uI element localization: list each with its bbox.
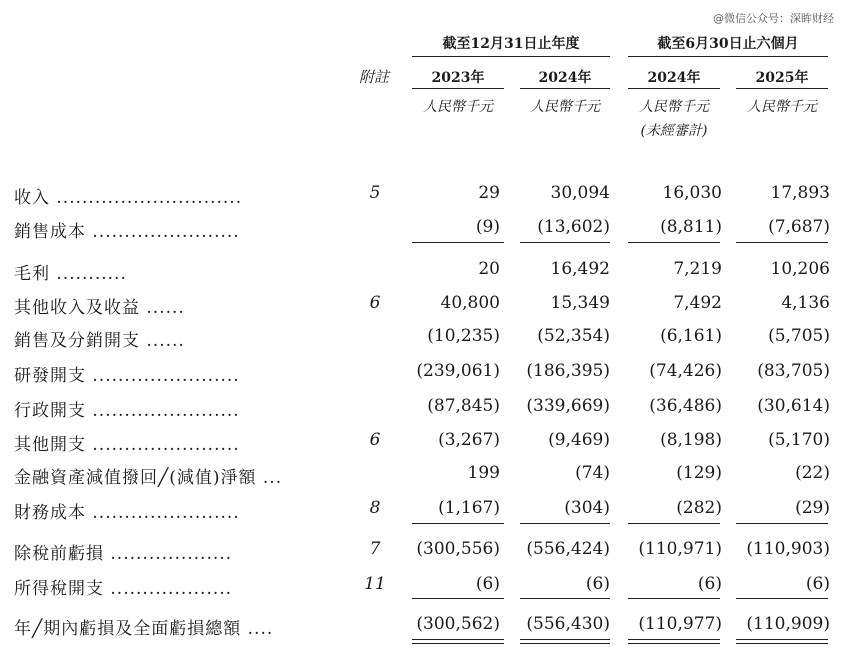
row-label bbox=[14, 183, 242, 208]
row-value: (7,687) bbox=[768, 217, 830, 237]
row-label bbox=[14, 361, 240, 386]
row-label bbox=[14, 614, 273, 639]
row-label-text: 金融資產減值撥回╱(減值)淨額 bbox=[14, 468, 257, 488]
watermark: @微信公众号：深眸财经 bbox=[713, 12, 834, 25]
row-label-text: 毛利 bbox=[14, 264, 50, 284]
table-row bbox=[0, 498, 848, 522]
row-value: 7,219 bbox=[673, 259, 722, 279]
unit-label-4: 人民幣千元 bbox=[747, 99, 817, 115]
row-value: (9) bbox=[475, 217, 500, 237]
row-value: (186,395) bbox=[526, 361, 610, 381]
period-group-six-months: 截至6月30日止六個月 bbox=[657, 36, 799, 52]
table-row bbox=[0, 574, 848, 598]
year-rule-3 bbox=[628, 88, 720, 89]
subtotal-rule bbox=[736, 598, 828, 599]
subtotal-rule bbox=[628, 598, 720, 599]
subtotal-rule bbox=[736, 523, 828, 524]
row-value: (239,061) bbox=[416, 361, 500, 381]
row-note: 6 bbox=[369, 430, 381, 450]
year-rule-4 bbox=[736, 88, 828, 89]
row-value: (110,903) bbox=[746, 539, 830, 559]
unit-label-3: 人民幣千元 bbox=[639, 99, 709, 115]
row-label-text: 收入 bbox=[14, 188, 50, 208]
leader-dots: ....................... bbox=[86, 366, 240, 386]
row-note: 7 bbox=[369, 539, 381, 559]
leader-dots: ... bbox=[256, 468, 283, 488]
subtotal-rule bbox=[412, 523, 504, 524]
table-row bbox=[0, 183, 848, 207]
row-label-text: 銷售及分銷開支 bbox=[14, 331, 140, 351]
row-value: (52,354) bbox=[537, 326, 610, 346]
row-value: (10,235) bbox=[427, 326, 500, 346]
row-value: (110,971) bbox=[638, 539, 722, 559]
row-value: (6,161) bbox=[660, 326, 722, 346]
row-value: 199 bbox=[467, 463, 500, 483]
leader-dots: ................... bbox=[104, 579, 233, 599]
row-value: (87,845) bbox=[427, 396, 500, 416]
row-label-text: 銷售成本 bbox=[14, 222, 86, 242]
unit-label-1: 人民幣千元 bbox=[423, 99, 493, 115]
leader-dots: ....................... bbox=[86, 503, 240, 523]
year-rule-1 bbox=[412, 88, 504, 89]
row-value: (74) bbox=[575, 463, 610, 483]
total-double-rule bbox=[520, 639, 610, 644]
row-value: 4,136 bbox=[781, 293, 830, 313]
row-label-text: 財務成本 bbox=[14, 503, 86, 523]
row-value: 10,206 bbox=[770, 259, 830, 279]
row-value: 7,492 bbox=[673, 293, 722, 313]
row-label bbox=[14, 217, 240, 242]
row-value: (304) bbox=[564, 498, 610, 518]
subtotal-rule bbox=[520, 523, 610, 524]
row-label bbox=[14, 293, 185, 318]
row-note: 6 bbox=[369, 293, 381, 313]
row-value: (5,170) bbox=[768, 430, 830, 450]
leader-dots: ....................... bbox=[86, 401, 240, 421]
row-value: (339,669) bbox=[526, 396, 610, 416]
row-value: (300,556) bbox=[416, 539, 500, 559]
row-note: 11 bbox=[364, 574, 386, 594]
row-label-text: 研發開支 bbox=[14, 366, 86, 386]
table-row bbox=[0, 463, 848, 487]
row-value: (6) bbox=[697, 574, 722, 594]
year-header-2025-h1: 2025年 bbox=[755, 70, 809, 86]
row-note: 8 bbox=[369, 498, 381, 518]
row-value: (5,705) bbox=[768, 326, 830, 346]
row-value: (300,562) bbox=[416, 614, 500, 634]
row-label bbox=[14, 539, 232, 564]
total-double-rule bbox=[736, 639, 828, 644]
row-label-text: 行政開支 bbox=[14, 401, 86, 421]
row-value: (3,267) bbox=[438, 430, 500, 450]
row-value: 16,030 bbox=[662, 183, 722, 203]
leader-dots: ....................... bbox=[86, 435, 240, 455]
subtotal-rule bbox=[412, 598, 504, 599]
row-value: (556,424) bbox=[526, 539, 610, 559]
row-label-text: 其他開支 bbox=[14, 435, 86, 455]
year-header-2024-h1: 2024年 bbox=[647, 70, 701, 86]
year-header-2024: 2024年 bbox=[538, 70, 592, 86]
group-rule-six-months bbox=[628, 56, 828, 57]
row-value: (6) bbox=[475, 574, 500, 594]
row-value: 40,800 bbox=[440, 293, 500, 313]
row-label-text: 除稅前虧損 bbox=[14, 544, 104, 564]
table-row bbox=[0, 217, 848, 241]
subtotal-rule bbox=[412, 242, 504, 243]
row-label bbox=[14, 463, 282, 488]
row-value: 30,094 bbox=[550, 183, 610, 203]
table-row bbox=[0, 614, 848, 638]
row-value: (8,198) bbox=[660, 430, 722, 450]
note-column-header: 附註 bbox=[359, 68, 390, 86]
row-label-text: 其他收入及收益 bbox=[14, 298, 140, 318]
subtotal-rule bbox=[520, 598, 610, 599]
total-double-rule bbox=[412, 639, 504, 644]
row-value: (282) bbox=[676, 498, 722, 518]
table-row bbox=[0, 259, 848, 283]
row-value: (9,469) bbox=[548, 430, 610, 450]
year-rule-2 bbox=[520, 88, 610, 89]
leader-dots: ....................... bbox=[86, 222, 240, 242]
row-value: (1,167) bbox=[438, 498, 500, 518]
row-value: 15,349 bbox=[550, 293, 610, 313]
row-value: 17,893 bbox=[770, 183, 830, 203]
leader-dots: ...... bbox=[140, 298, 185, 318]
total-double-rule bbox=[628, 639, 720, 644]
row-value: (29) bbox=[795, 498, 830, 518]
unit-label-2: 人民幣千元 bbox=[530, 99, 600, 115]
leader-dots: ........... bbox=[50, 264, 127, 284]
row-label bbox=[14, 326, 185, 351]
row-label-text: 年╱期內虧損及全面虧損總額 bbox=[14, 619, 242, 639]
row-value: (110,977) bbox=[638, 614, 722, 634]
leader-dots: ................... bbox=[104, 544, 233, 564]
row-value: (6) bbox=[585, 574, 610, 594]
row-value: (74,426) bbox=[649, 361, 722, 381]
table-row bbox=[0, 326, 848, 350]
table-row bbox=[0, 539, 848, 563]
leader-dots: ...... bbox=[140, 331, 185, 351]
table-row bbox=[0, 396, 848, 420]
unaudited-label: (未經審計) bbox=[640, 123, 708, 139]
row-value: 29 bbox=[478, 183, 500, 203]
subtotal-rule bbox=[628, 523, 720, 524]
table-row bbox=[0, 430, 848, 454]
row-value: (6) bbox=[805, 574, 830, 594]
row-value: 16,492 bbox=[550, 259, 610, 279]
row-label bbox=[14, 574, 232, 599]
row-value: (30,614) bbox=[757, 396, 830, 416]
row-value: (110,909) bbox=[746, 614, 830, 634]
subtotal-rule bbox=[520, 242, 610, 243]
row-label bbox=[14, 498, 240, 523]
leader-dots: .... bbox=[241, 619, 274, 639]
table-row bbox=[0, 361, 848, 385]
row-value: (13,602) bbox=[537, 217, 610, 237]
row-value: (22) bbox=[795, 463, 830, 483]
row-label bbox=[14, 396, 240, 421]
year-header-2023: 2023年 bbox=[431, 70, 485, 86]
row-value: (83,705) bbox=[757, 361, 830, 381]
row-label bbox=[14, 430, 240, 455]
row-value: (556,430) bbox=[526, 614, 610, 634]
row-value: (129) bbox=[676, 463, 722, 483]
row-value: (8,811) bbox=[660, 217, 722, 237]
row-label-text: 所得稅開支 bbox=[14, 579, 104, 599]
period-group-annual: 截至12月31日止年度 bbox=[442, 36, 580, 52]
group-rule-annual bbox=[412, 56, 610, 57]
row-value: (36,486) bbox=[649, 396, 722, 416]
row-value: 20 bbox=[478, 259, 500, 279]
table-row bbox=[0, 293, 848, 317]
row-label bbox=[14, 259, 127, 284]
subtotal-rule bbox=[736, 242, 828, 243]
leader-dots: ............................. bbox=[50, 188, 243, 208]
row-note: 5 bbox=[369, 183, 381, 203]
subtotal-rule bbox=[628, 242, 720, 243]
